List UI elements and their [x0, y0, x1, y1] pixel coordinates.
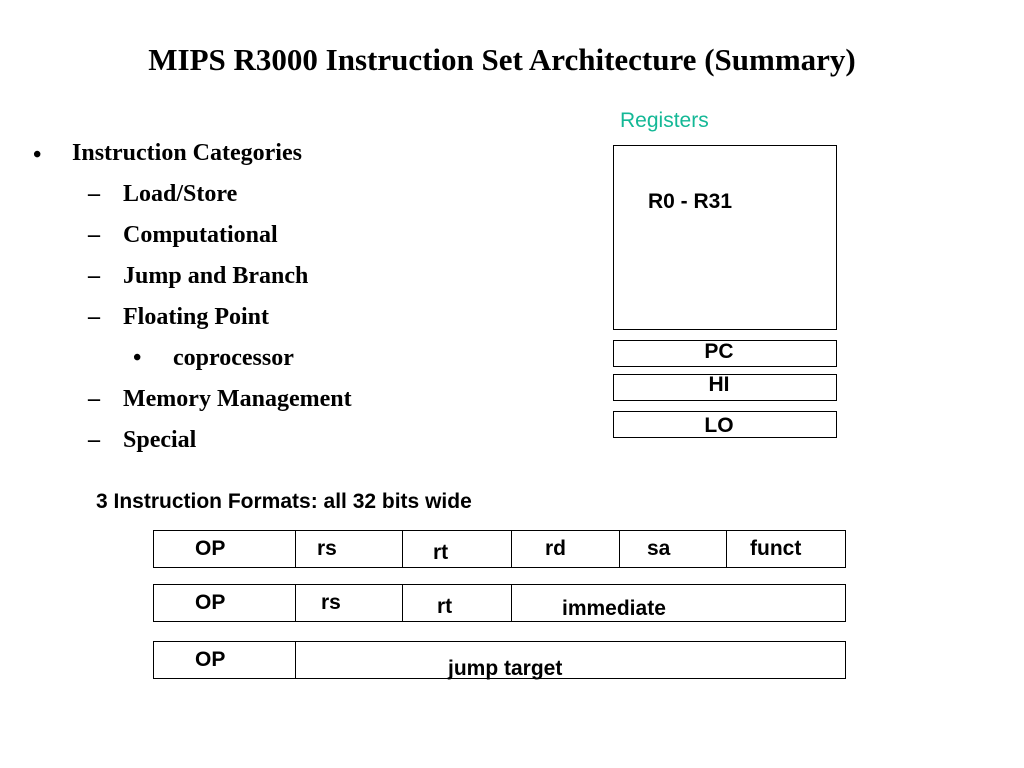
register-file-box: [613, 145, 837, 330]
r-rt-field: rt: [433, 541, 449, 564]
i-rt-field: rt: [437, 595, 453, 618]
category-floating-point: Floating Point: [123, 304, 270, 330]
i-type-format-row: [153, 584, 846, 622]
r-rs-field: rs: [317, 537, 337, 560]
formats-title: 3 Instruction Formats: all 32 bits wide: [96, 490, 472, 513]
field-divider: [511, 531, 512, 567]
field-divider: [511, 585, 512, 621]
field-divider: [295, 642, 296, 678]
i-rs-field: rs: [321, 591, 341, 614]
r-type-format-row: [153, 530, 846, 568]
dash-marker: –: [88, 181, 100, 207]
j-target-field: jump target: [448, 657, 563, 680]
i-immediate-field: immediate: [562, 597, 666, 620]
subcategory-coprocessor: coprocessor: [173, 345, 294, 371]
r-rd-field: rd: [545, 537, 566, 560]
field-divider: [295, 585, 296, 621]
dash-marker: –: [88, 222, 100, 248]
dash-marker: –: [88, 427, 100, 453]
i-op-field: OP: [195, 591, 226, 614]
field-divider: [726, 531, 727, 567]
hi-register-label: HI: [708, 373, 730, 396]
field-divider: [295, 531, 296, 567]
bullet-marker: •: [133, 345, 142, 371]
bullet-marker: •: [33, 142, 42, 168]
r-op-field: OP: [195, 537, 226, 560]
category-load-store: Load/Store: [123, 181, 238, 207]
r-funct-field: funct: [750, 537, 802, 560]
register-range-label: R0 - R31: [648, 190, 733, 213]
dash-marker: –: [88, 304, 100, 330]
registers-label: Registers: [620, 109, 709, 132]
field-divider: [402, 531, 403, 567]
slide-title: MIPS R3000 Instruction Set Architecture (Summary): [148, 42, 856, 77]
dash-marker: –: [88, 386, 100, 412]
categories-heading: Instruction Categories: [72, 140, 302, 166]
category-special: Special: [123, 427, 197, 453]
field-divider: [619, 531, 620, 567]
field-divider: [402, 585, 403, 621]
category-computational: Computational: [123, 222, 278, 248]
j-op-field: OP: [195, 648, 226, 671]
category-memory-management: Memory Management: [123, 386, 352, 412]
lo-register-label: LO: [704, 414, 734, 437]
r-sa-field: sa: [647, 537, 671, 560]
dash-marker: –: [88, 263, 100, 289]
category-jump-branch: Jump and Branch: [123, 263, 309, 289]
pc-register-label: PC: [704, 340, 734, 363]
